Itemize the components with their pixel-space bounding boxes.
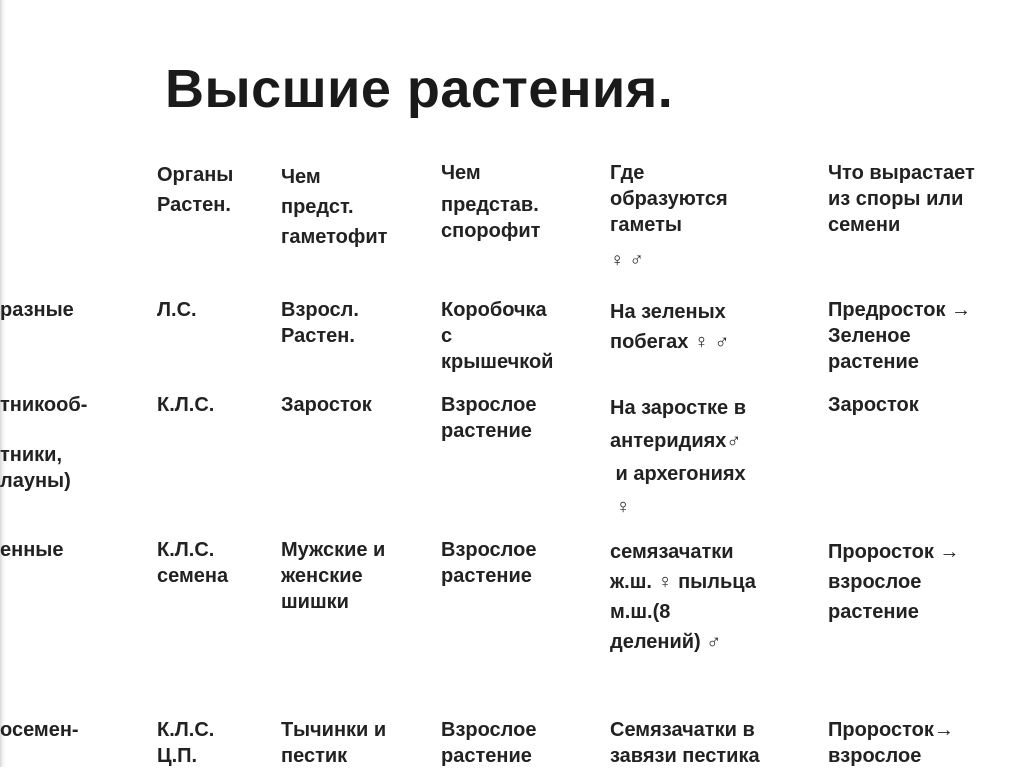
row3-sporophyte: Взрослое растение (441, 539, 537, 587)
row4-organs: К.Л.С. Ц.П. (157, 719, 215, 767)
row2-gametophyte: Заросток (281, 394, 372, 416)
row1-grows: Предросток → Зеленое растение (828, 299, 972, 373)
row1-group: разные (0, 299, 74, 321)
row1-gametes: На зеленых побегах ♀ ♂ (610, 301, 730, 353)
row2-gametes: На заростке в антеридиях♂ и архегониях ♀ (610, 397, 746, 518)
header-gametophyte: Чем предст. гаметофит (281, 166, 388, 248)
row1-sporophyte: Коробочка с крышечкой (441, 299, 554, 373)
row2-organs: К.Л.С. (157, 394, 215, 416)
header-gametes: Где образуются гаметы ♀ ♂ (610, 162, 728, 271)
row3-organs: К.Л.С. семена (157, 539, 229, 587)
slide-left-edge (0, 0, 6, 767)
row1-gametophyte: Взросл. Растен. (281, 299, 359, 347)
row4-gametes: Семязачатки в завязи пестика (610, 719, 760, 767)
row4-group: осемен- (0, 719, 79, 741)
row2-sporophyte: Взрослое растение (441, 394, 537, 442)
row3-grows: Проросток → взрослое растение (828, 541, 960, 623)
header-organs: Органы Растен. (157, 164, 234, 216)
row4-sporophyte: Взрослое растение (441, 719, 537, 767)
header-grows: Что вырастает из споры или семени (828, 162, 975, 236)
row2-grows: Заросток (828, 394, 919, 416)
row3-group: енные (0, 539, 64, 561)
row1-organs: Л.С. (157, 299, 197, 321)
row3-gametes: семязачатки ж.ш. ♀ пыльца м.ш.(8 делений) ♂ (610, 541, 756, 653)
row4-grows: Проросток→ взрослое (828, 719, 954, 767)
header-sporophyte: Чем представ. спорофит (441, 162, 541, 242)
row4-gametophyte: Тычинки и пестик (281, 719, 387, 767)
row3-gametophyte: Мужские и женские шишки (281, 539, 386, 613)
row2-group: тникооб- тники, лауны) (0, 394, 88, 492)
slide-title: Высшие растения. (165, 59, 674, 119)
